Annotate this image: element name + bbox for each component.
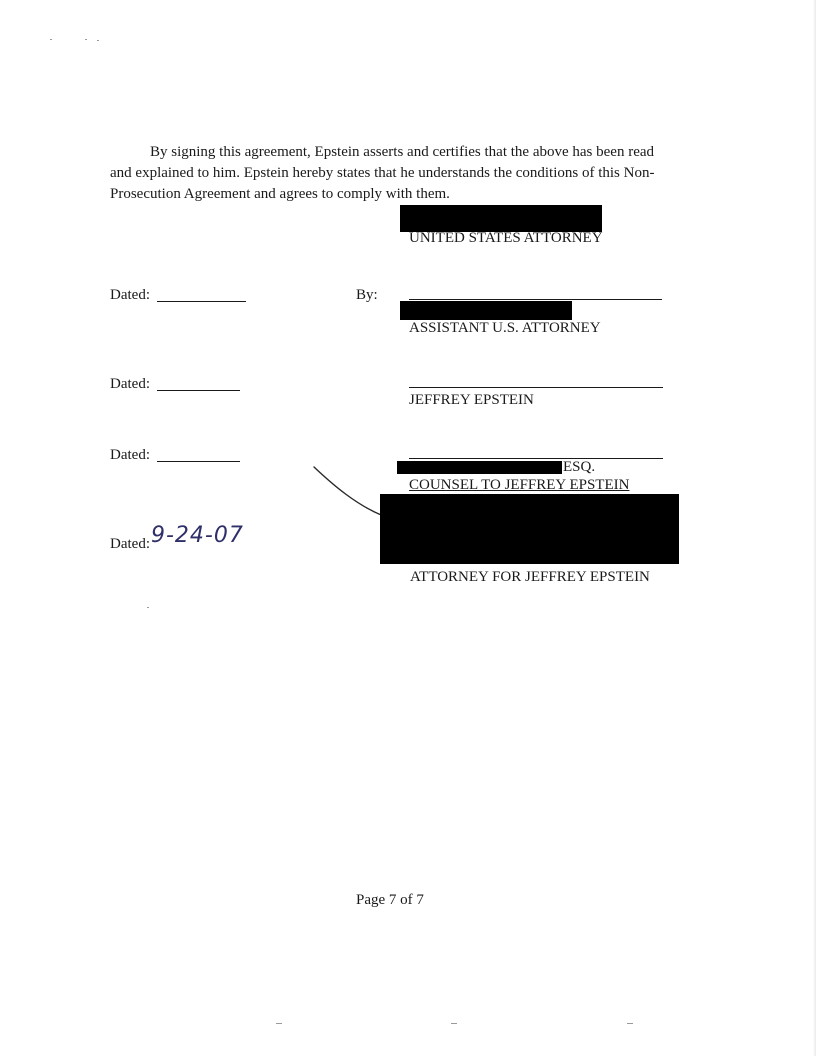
assistant-us-attorney-title: ASSISTANT U.S. ATTORNEY xyxy=(409,320,601,336)
us-attorney-title: UNITED STATES ATTORNEY xyxy=(409,230,603,246)
dated-label-1: Dated: xyxy=(110,287,150,303)
counsel-signature-line xyxy=(409,458,663,459)
dated-label-2: Dated: xyxy=(110,376,150,392)
redaction-us-attorney-signature xyxy=(400,205,602,232)
scan-speck xyxy=(276,1023,282,1024)
paragraph-line-2: and explained to him. Epstein hereby states that he understands the conditions of this Non- xyxy=(110,165,655,181)
counsel-title: COUNSEL TO JEFFREY EPSTEIN xyxy=(409,477,630,493)
dated-label-4: Dated: xyxy=(110,536,150,552)
page-number: Page 7 of 7 xyxy=(356,892,424,908)
scan-speck xyxy=(451,1023,457,1024)
scan-speck xyxy=(50,39,52,40)
paragraph-line-1: By signing this agreement, Epstein asserts and certifies that the above has been read xyxy=(150,144,655,160)
paragraph-line-3: Prosecution Agreement and agrees to comply with them. xyxy=(110,186,450,202)
jeffrey-epstein-name: JEFFREY EPSTEIN xyxy=(409,392,534,408)
redaction-attorney-signature xyxy=(380,494,679,564)
dated-line-1 xyxy=(157,301,246,302)
by-label: By: xyxy=(356,287,378,303)
scan-speck xyxy=(147,607,149,608)
handwritten-date: 9-24-07 xyxy=(151,523,244,548)
dated-label-3: Dated: xyxy=(110,447,150,463)
redaction-assistant-signature xyxy=(400,301,572,320)
scan-speck xyxy=(627,1023,633,1024)
attorney-for-epstein-title: ATTORNEY FOR JEFFREY EPSTEIN xyxy=(410,569,650,585)
dated-line-3 xyxy=(157,461,240,462)
esq-suffix: ESQ. xyxy=(563,459,596,475)
dated-line-2 xyxy=(157,390,240,391)
epstein-signature-line xyxy=(409,387,663,388)
redaction-counsel-name xyxy=(397,461,562,474)
certification-paragraph xyxy=(110,142,670,205)
scan-speck xyxy=(97,40,99,41)
by-signature-line xyxy=(409,299,662,300)
scan-speck xyxy=(85,39,87,40)
